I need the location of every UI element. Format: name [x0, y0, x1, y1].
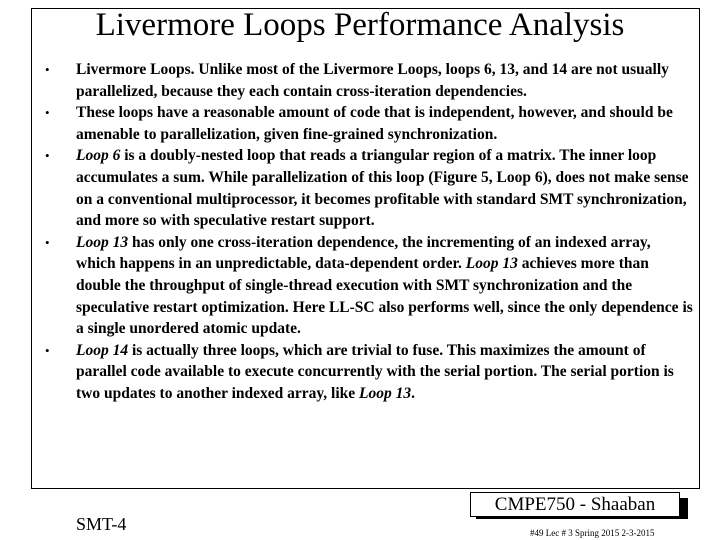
bullet-emphasis: Loop 13	[76, 233, 129, 251]
bullet-emphasis: Loop 14	[76, 341, 129, 359]
bullet-text: These loops have a reasonable amount of code that is independent, however, and should be amenable to parallelization, given fine-grained synchronization.	[76, 104, 673, 143]
bullet-emphasis: Loop 13	[359, 384, 412, 402]
bullet-item	[76, 232, 694, 340]
bullet-text: is actually three loops, which are trivial to fuse. This maximizes the amount of parallel code available to execute concurrently with the serial portion. The serial portion is two updates to another indexed array, like	[76, 341, 674, 402]
bullet-text: has only one cross-iteration dependence, the incrementing of an indexed array, which happens in an unpredictable, data-dependent order.	[76, 233, 651, 273]
bullet-text: is a doubly-nested loop that reads a triangular region of a matrix. The inner loop accumulates a sum. While parallelization of this loop (Figure 5, Loop 6), does not make sense on a conventional multiprocessor, it becomes profitable with standard SMT synchronization, and more so with speculative restart support.	[76, 147, 689, 230]
course-badge	[470, 492, 688, 519]
bullet-text: .	[411, 384, 415, 402]
bullet-item	[76, 145, 694, 231]
bullet-emphasis: Loop 13	[465, 255, 518, 273]
bullet-text: achieves more than double the throughput of single-thread execution with SMT synchronization and the speculative restart optimization. Here LL-SC also performs well, since the only dependence is a single unordered atomic update.	[76, 255, 693, 338]
bullet-item	[76, 102, 694, 145]
slide-number-info: #49 Lec # 3 Spring 2015 2-3-2015	[530, 528, 655, 538]
footer-topic: SMT-4	[76, 514, 127, 534]
bullet-text: Livermore Loops. Unlike most of the Livermore Loops, loops 6, 13, and 14 are not usually parallelized, because they each contain cross-iteration dependencies.	[76, 61, 669, 100]
bullet-item	[76, 340, 694, 405]
bullet-emphasis: Loop 6	[76, 147, 121, 165]
bullet-item	[76, 59, 694, 102]
bullet-list	[76, 59, 694, 405]
course-badge-label: CMPE750 - Shaaban	[470, 492, 680, 517]
slide-title: Livermore Loops Performance Analysis	[95, 7, 625, 43]
